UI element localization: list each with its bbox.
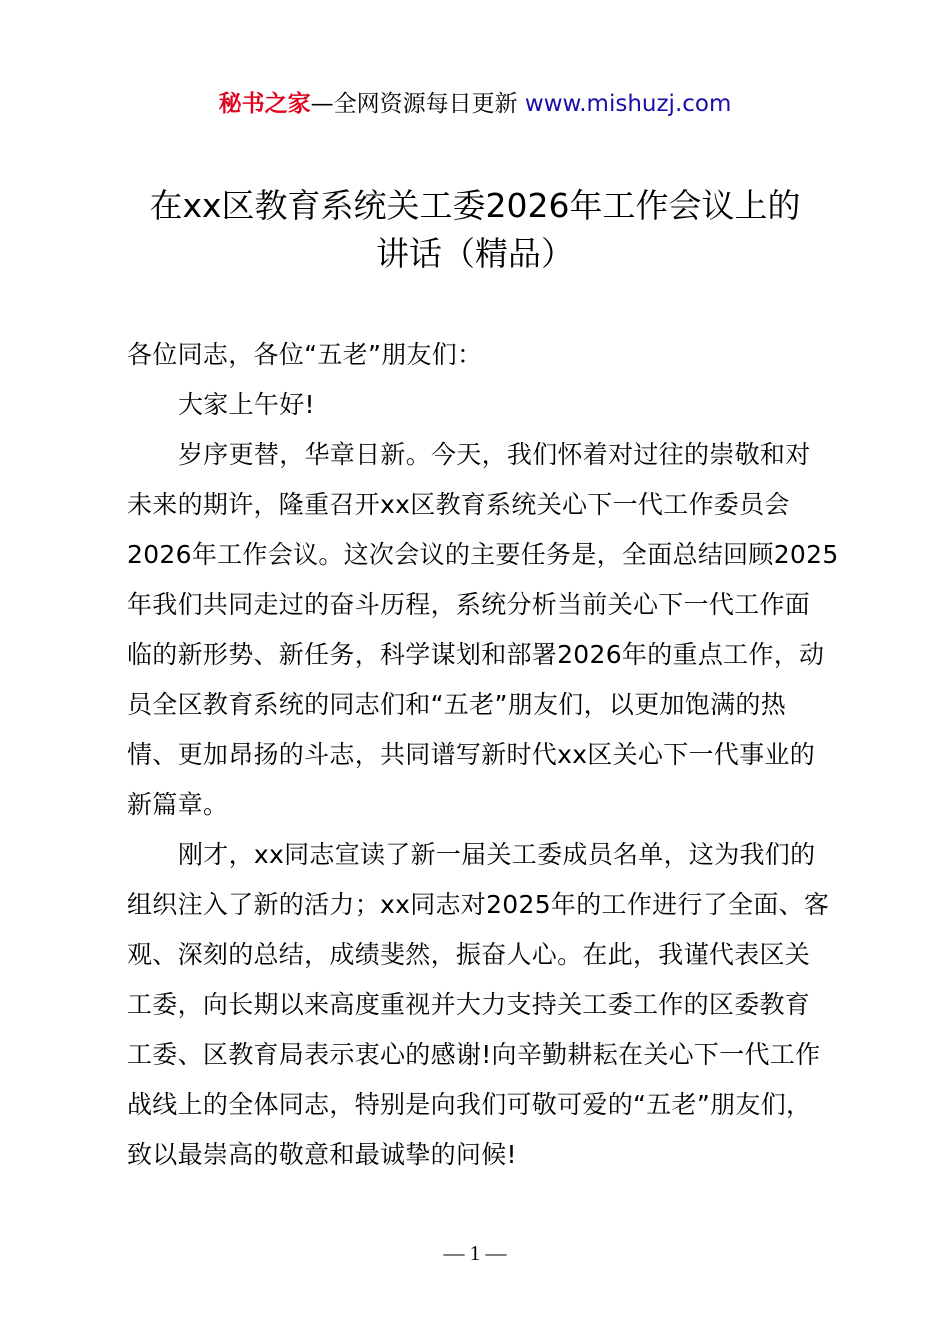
paragraph-2 [127, 830, 855, 1180]
paragraph-line: 情、更加昂扬的斗志，共同谱写新时代xx区关心下一代事业的 [127, 740, 815, 769]
paragraph-line: 战线上的全体同志，特别是向我们可敬可爱的“五老”朋友们， [127, 1090, 812, 1119]
document-body [127, 330, 855, 1180]
paragraph-line: 未来的期许，隆重召开xx区教育系统关心下一代工作委员会 [127, 490, 790, 519]
title-line-1: 在xx区教育系统关工委2026年工作会议上的 [149, 186, 801, 225]
paragraph-1 [127, 430, 855, 830]
paragraph-line: 员全区教育系统的同志们和“五老”朋友们，以更加饱满的热 [127, 690, 787, 719]
paragraph-line: 年我们共同走过的奋斗历程，系统分析当前关心下一代工作面 [127, 590, 811, 619]
paragraph-line: 观、深刻的总结，成绩斐然，振奋人心。在此，我谨代表区关 [127, 940, 811, 969]
paragraph-line: 组织注入了新的活力；xx同志对2025年的工作进行了全面、客 [127, 890, 830, 919]
paragraph-line: 刚才，xx同志宣读了新一届关工委成员名单，这为我们的 [178, 840, 816, 869]
header-tagline: —全网资源每日更新 [310, 91, 525, 117]
brand-name: 秘书之家 [218, 91, 311, 117]
title-line-2: 讲话（精品） [376, 234, 574, 273]
paragraph-line: 新篇章。 [127, 790, 229, 819]
site-url-link[interactable]: www.mishuzj.com [524, 91, 732, 117]
paragraph-line: 岁序更替，华章日新。今天，我们怀着对过往的崇敬和对 [178, 440, 811, 469]
page-number: — 1 — [443, 1241, 507, 1265]
salutation: 各位同志，各位“五老”朋友们： [127, 340, 483, 369]
paragraph-line: 2026年工作会议。这次会议的主要任务是，全面总结回顾2025 [127, 540, 839, 569]
paragraph-line: 临的新形势、新任务，科学谋划和部署2026年的重点工作，动 [127, 640, 825, 669]
paragraph-line: 工委，向长期以来高度重视并大力支持关工委工作的区委教育 [127, 990, 811, 1019]
greeting: 大家上午好! [178, 390, 315, 419]
paragraph-line: 致以最崇高的敬意和最诚挚的问候! [127, 1140, 517, 1169]
paragraph-line: 工委、区教育局表示衷心的感谢!向辛勤耕耘在关心下一代工作 [127, 1040, 821, 1069]
document-title [60, 182, 890, 278]
site-header [0, 86, 950, 122]
